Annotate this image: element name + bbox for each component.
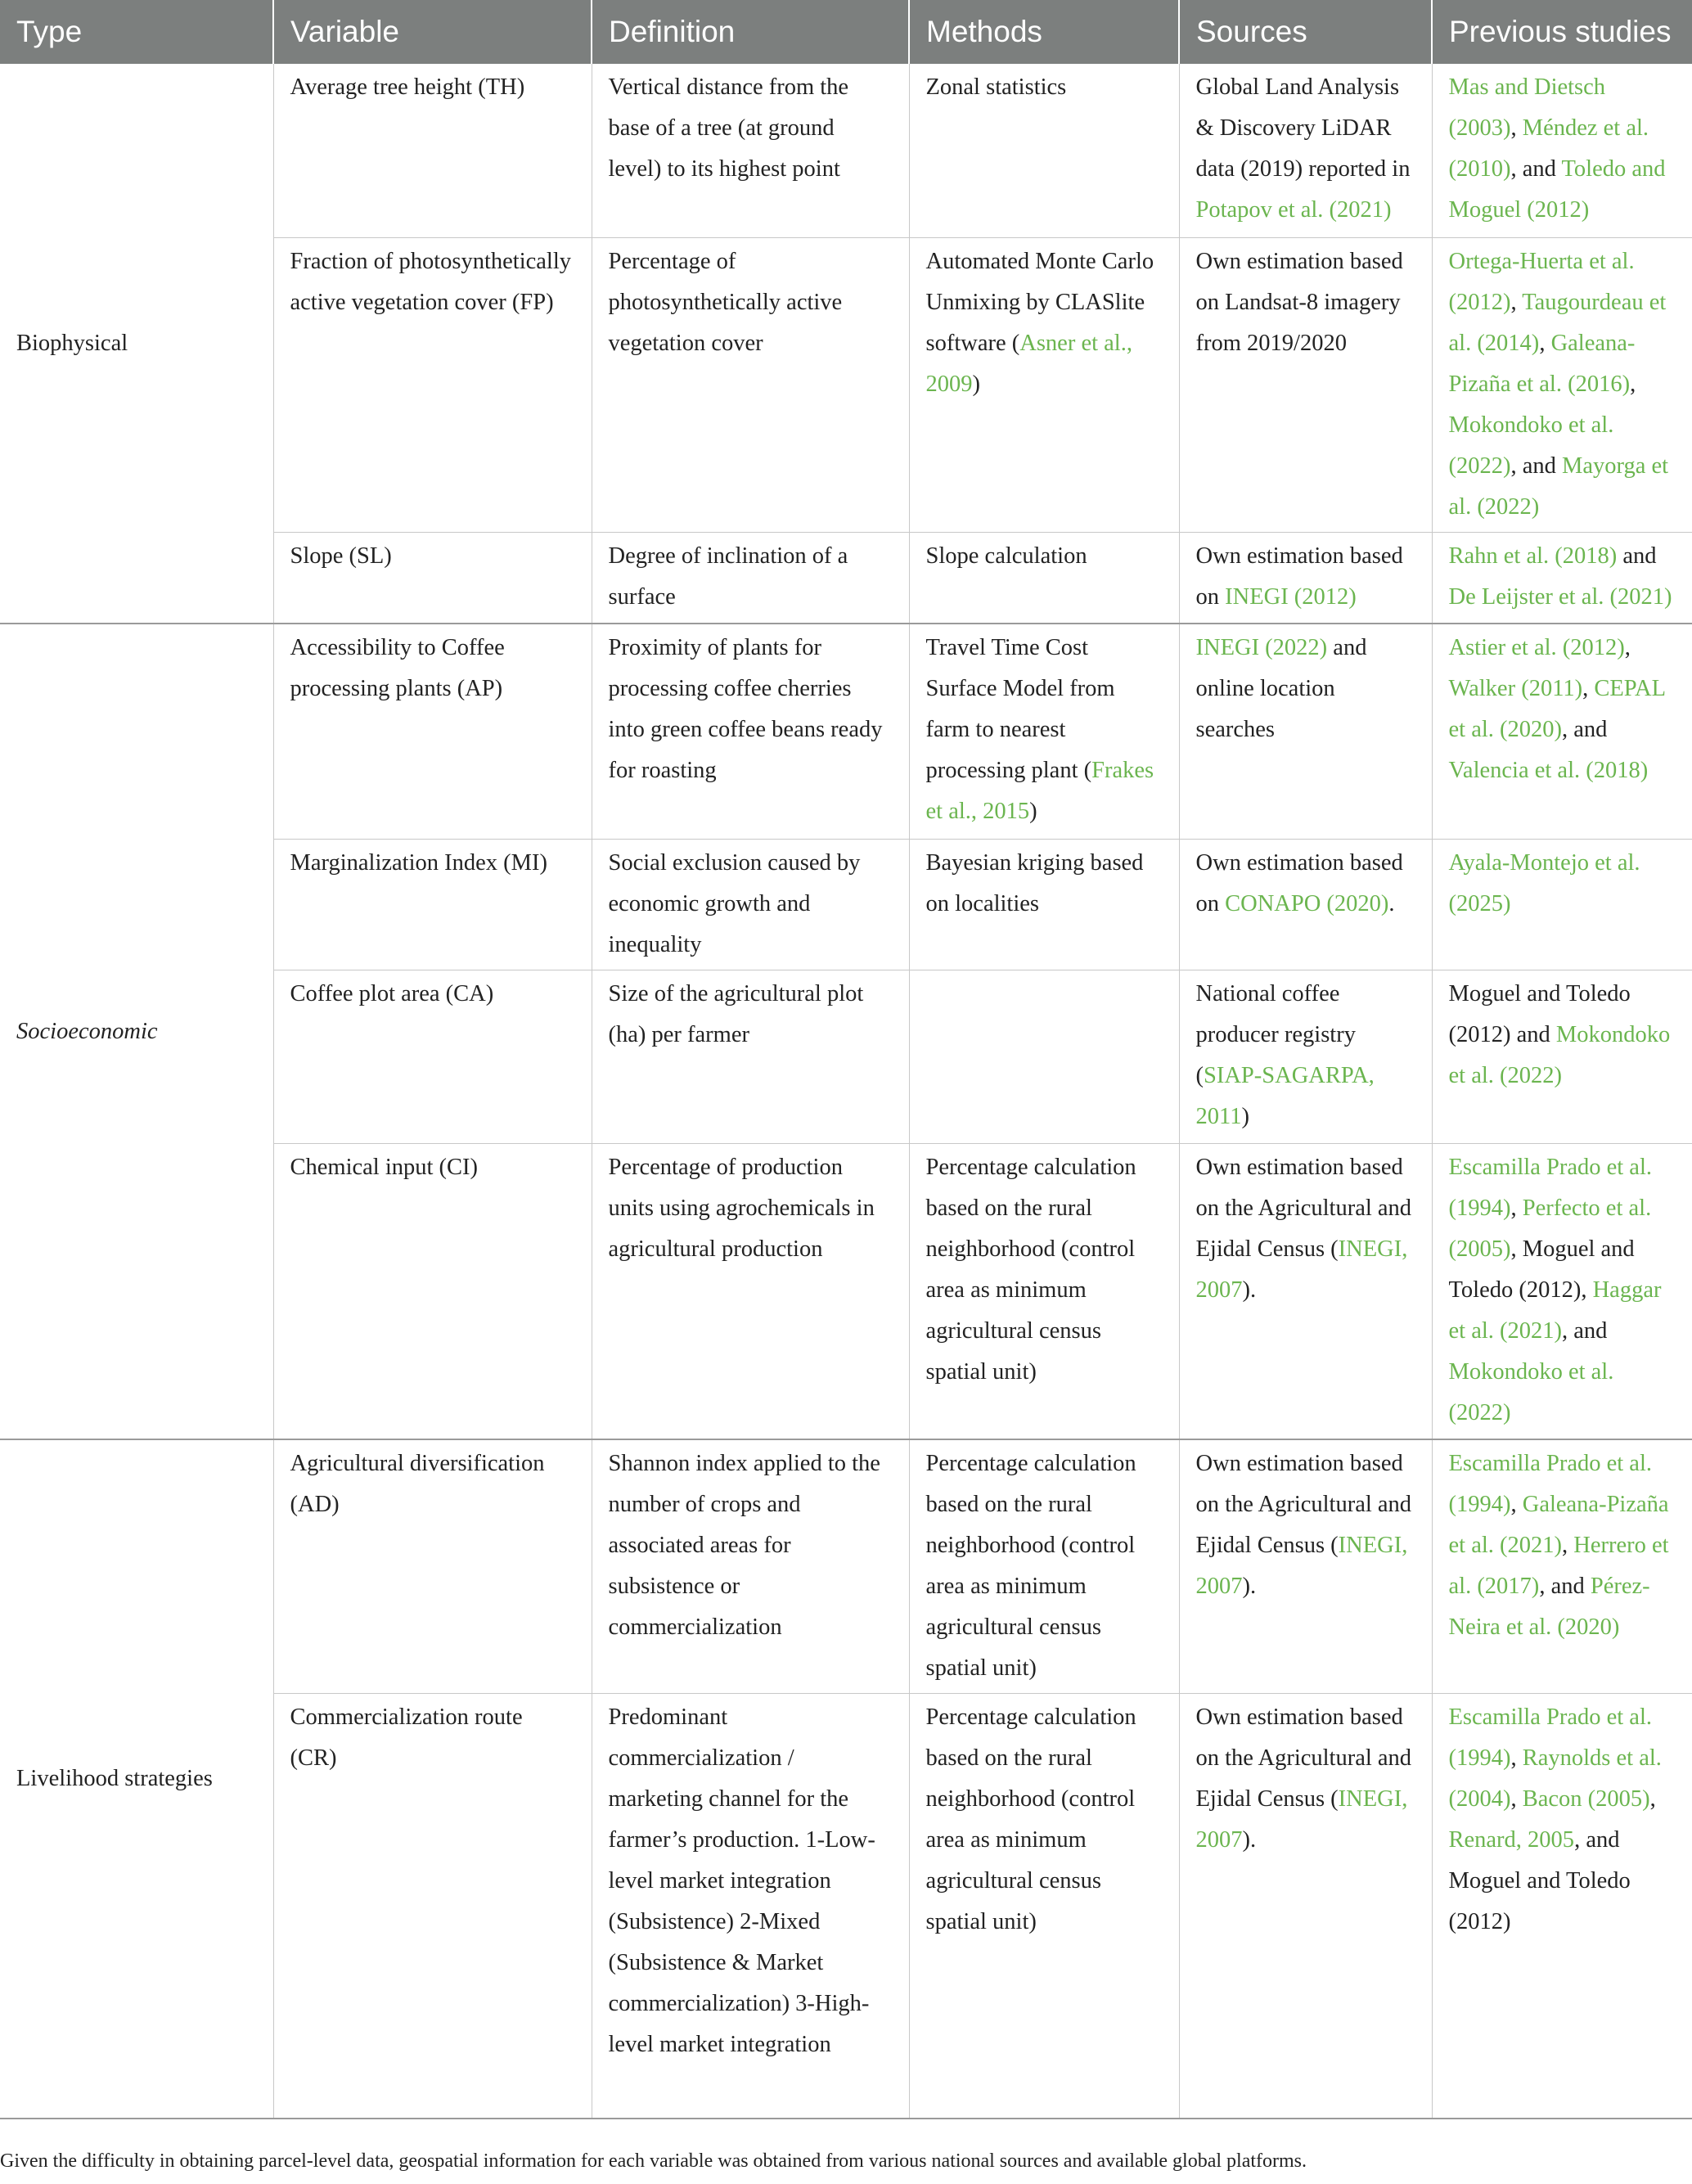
cell-methods <box>909 1693 1179 2119</box>
cell-text: Percentage calculation based on the rural neighborhood (control area as minimum agricultural census spatial unit) <box>925 1154 1136 1385</box>
cell-sources <box>1179 970 1432 1143</box>
reference-link[interactable]: Rahn et al. (2018) <box>1448 543 1618 569</box>
cell-text: , and <box>1510 156 1562 182</box>
cell-text: , <box>1630 371 1636 397</box>
cell-text: , Moguel and Toledo (2012), <box>1448 1236 1635 1303</box>
cell-previous-studies <box>1432 839 1692 970</box>
cell-sources <box>1179 1693 1432 2119</box>
reference-link[interactable]: INEGI, 2007 <box>1195 1236 1408 1303</box>
cell-text: Own estimation based on <box>1195 543 1403 610</box>
reference-link[interactable]: Mokondoko et al. (2022) <box>1448 412 1614 479</box>
cell-sources <box>1179 624 1432 839</box>
cell-text: Own estimation based on the Agricultural and Ejidal Census ( <box>1195 1154 1412 1262</box>
cell-definition: Social exclusion caused by economic growth and inequality <box>592 839 909 970</box>
header-previous-studies: Previous studies <box>1432 0 1692 64</box>
cell-text: Own estimation based on Landsat-8 imagery from 2019/2020 <box>1195 248 1403 356</box>
cell-text: ) <box>1241 1103 1249 1129</box>
reference-link[interactable]: Toledo and Moguel (2012) <box>1448 156 1666 223</box>
cell-text: Zonal statistics <box>925 74 1067 100</box>
cell-variable: Accessibility to Coffee processing plants (AP) <box>273 624 592 839</box>
reference-link[interactable]: Taugourdeau et al. (2014) <box>1448 289 1667 356</box>
cell-variable: Commercialization route (CR) <box>273 1693 592 2119</box>
cell-previous-studies <box>1432 1693 1692 2119</box>
reference-link[interactable]: Escamilla Prado et al. (1994) <box>1448 1154 1652 1221</box>
cell-text: , <box>1510 1785 1523 1812</box>
cell-methods <box>909 532 1179 624</box>
cell-text: ). <box>1242 1277 1257 1303</box>
cell-text: Percentage calculation based on the rural neighborhood (control area as minimum agricultural census spatial unit) <box>925 1704 1136 1934</box>
cell-text: Slope calculation <box>925 543 1087 569</box>
cell-methods <box>909 1143 1179 1439</box>
cell-methods <box>909 64 1179 237</box>
cell-previous-studies <box>1432 1143 1692 1439</box>
reference-link[interactable]: Ayala-Montejo et al. (2025) <box>1448 849 1640 916</box>
cell-definition: Percentage of production units using agrochemicals in agricultural production <box>592 1143 909 1439</box>
cell-text: , <box>1510 1492 1523 1517</box>
cell-definition: Proximity of plants for processing coffee cherries into green coffee beans ready for roasting <box>592 624 909 839</box>
cell-sources <box>1179 1143 1432 1439</box>
cell-text: ). <box>1242 1826 1257 1853</box>
cell-definition: Percentage of photosynthetically active vegetation cover <box>592 237 909 532</box>
cell-text: , and <box>1562 717 1608 742</box>
cell-text: Automated Monte Carlo Unmixing by CLASlite software ( <box>925 248 1154 356</box>
cell-text: , and <box>1510 453 1563 479</box>
cell-methods <box>909 970 1179 1143</box>
reference-link[interactable]: Raynolds et al. (2004) <box>1448 1745 1662 1812</box>
cell-text: , and <box>1562 1317 1608 1344</box>
cell-text: , <box>1649 1785 1656 1812</box>
cell-text: ) <box>972 371 980 397</box>
cell-text: , and <box>1539 1574 1591 1599</box>
reference-link[interactable]: Escamilla Prado et al. (1994) <box>1448 1704 1652 1771</box>
cell-text: Global Land Analysis & Discovery LiDAR data (2019) reported in <box>1195 74 1411 182</box>
cell-definition: Vertical distance from the base of a tree (at ground level) to its highest point <box>592 64 909 237</box>
cell-text: , and Moguel and Toledo (2012) <box>1448 1826 1631 1934</box>
reference-link[interactable]: Galeana-Pizaña et al. (2016) <box>1448 330 1636 397</box>
cell-variable: Fraction of photosynthetically active vegetation cover (FP) <box>273 237 592 532</box>
cell-previous-studies <box>1432 624 1692 839</box>
cell-text: , <box>1624 635 1631 660</box>
reference-link[interactable]: Potapov et al. (2021) <box>1195 197 1392 223</box>
cell-text: , <box>1510 289 1523 315</box>
cell-text: , <box>1510 115 1523 141</box>
cell-text: ). <box>1242 1574 1257 1599</box>
table-row <box>0 1439 1692 1693</box>
cell-variable: Coffee plot area (CA) <box>273 970 592 1143</box>
cell-text: , <box>1510 1195 1523 1221</box>
header-variable: Variable <box>273 0 592 64</box>
cell-sources <box>1179 64 1432 237</box>
cell-text: National coffee producer registry ( <box>1195 980 1356 1088</box>
cell-variable: Average tree height (TH) <box>273 64 592 237</box>
reference-link[interactable]: Pérez-Neira et al. (2020) <box>1448 1574 1650 1640</box>
reference-link[interactable]: INEGI (2012) <box>1225 583 1357 610</box>
cell-previous-studies <box>1432 64 1692 237</box>
reference-link[interactable]: Astier et al. (2012) <box>1448 635 1625 660</box>
cell-text: Percentage calculation based on the rural neighborhood (control area as minimum agricultural census spatial unit) <box>925 1451 1136 1681</box>
cell-text: and <box>1617 543 1657 569</box>
cell-definition: Predominant commercialization / marketing channel for the farmer’s production. 1-Low-level market integration (Subsistence) 2-Mixed (Subsistence & Market commercialization) 3-High-level market integration <box>592 1693 909 2119</box>
reference-link[interactable]: Frakes et al., 2015 <box>925 758 1154 824</box>
cell-text: ) <box>1029 799 1037 824</box>
cell-text: , <box>1562 1533 1574 1558</box>
table-footnote: Given the difficulty in obtaining parcel-level data, geospatial information for each variable was obtained from various national sources and available global platforms. <box>0 2150 1307 2172</box>
reference-link[interactable]: Walker (2011) <box>1448 676 1583 701</box>
cell-text: Own estimation based on the Agricultural and Ejidal Census ( <box>1195 1704 1412 1812</box>
reference-link[interactable]: CONAPO (2020) <box>1225 890 1389 916</box>
reference-link[interactable]: Bacon (2005) <box>1522 1785 1650 1812</box>
reference-link[interactable]: Herrero et al. (2017) <box>1448 1533 1669 1599</box>
group-type-socioeconomic: Socioeconomic <box>0 624 273 1439</box>
cell-variable: Agricultural diversification (AD) <box>273 1439 592 1693</box>
cell-text: , <box>1510 1745 1523 1771</box>
cell-variable: Slope (SL) <box>273 532 592 624</box>
reference-link[interactable]: Haggar et al. (2021) <box>1448 1277 1662 1344</box>
cell-text: . <box>1388 890 1395 916</box>
reference-link[interactable]: Méndez et al. (2010) <box>1448 115 1649 182</box>
cell-text: Own estimation based on the Agricultural and Ejidal Census ( <box>1195 1451 1412 1558</box>
cell-definition: Degree of inclination of a surface <box>592 532 909 624</box>
header-definition: Definition <box>592 0 909 64</box>
cell-methods <box>909 237 1179 532</box>
cell-text: Bayesian kriging based on localities <box>925 849 1144 916</box>
cell-previous-studies <box>1432 1439 1692 1693</box>
reference-link[interactable]: De Leijster et al. (2021) <box>1448 583 1672 610</box>
reference-link[interactable]: INEGI (2022) <box>1195 635 1328 660</box>
reference-link[interactable]: INEGI, 2007 <box>1195 1533 1408 1599</box>
cell-sources <box>1179 839 1432 970</box>
reference-link[interactable]: Valencia et al. (2018) <box>1448 758 1649 783</box>
group-type-livelihood: Livelihood strategies <box>0 1439 273 2119</box>
table-row <box>0 624 1692 839</box>
reference-link[interactable]: Mokondoko et al. (2022) <box>1448 1358 1614 1425</box>
reference-link[interactable]: Mas and Dietsch (2003) <box>1448 74 1606 141</box>
cell-previous-studies <box>1432 532 1692 624</box>
group-type-biophysical: Biophysical <box>0 64 273 624</box>
header-type: Type <box>0 0 273 64</box>
cell-variable: Marginalization Index (MI) <box>273 839 592 970</box>
cell-text: , <box>1582 676 1595 701</box>
reference-link[interactable]: Ortega-Huerta et al. (2012) <box>1448 248 1635 315</box>
cell-text: , <box>1539 330 1551 356</box>
cell-sources <box>1179 1439 1432 1693</box>
header-sources: Sources <box>1179 0 1432 64</box>
cell-methods <box>909 839 1179 970</box>
cell-text: Own estimation based on <box>1195 849 1403 916</box>
cell-definition: Size of the agricultural plot (ha) per farmer <box>592 970 909 1143</box>
reference-link[interactable]: Asner et al., 2009 <box>925 330 1132 397</box>
reference-link[interactable]: CEPAL et al. (2020) <box>1448 676 1665 742</box>
reference-link[interactable]: Mayorga et al. (2022) <box>1448 453 1669 520</box>
table-header-row <box>0 0 1692 64</box>
cell-sources <box>1179 532 1432 624</box>
reference-link[interactable]: SIAP-SAGARPA, 2011 <box>1195 1062 1375 1129</box>
reference-link[interactable]: Mokondoko et al. (2022) <box>1448 1021 1671 1088</box>
reference-link[interactable]: Renard, 2005 <box>1448 1826 1575 1853</box>
reference-link[interactable]: Perfecto et al. (2005) <box>1448 1195 1652 1262</box>
cell-previous-studies <box>1432 970 1692 1143</box>
cell-methods <box>909 624 1179 839</box>
reference-link[interactable]: Escamilla Prado et al. (1994) <box>1448 1451 1652 1517</box>
cell-definition: Shannon index applied to the number of crops and associated areas for subsistence or commercialization <box>592 1439 909 1693</box>
cell-methods <box>909 1439 1179 1693</box>
cell-previous-studies <box>1432 237 1692 532</box>
reference-link[interactable]: INEGI, 2007 <box>1195 1785 1408 1853</box>
cell-text: Travel Time Cost Surface Model from farm to nearest processing plant ( <box>925 635 1115 783</box>
table-row <box>0 64 1692 237</box>
header-methods: Methods <box>909 0 1179 64</box>
cell-text: Moguel and Toledo (2012) and <box>1448 980 1631 1047</box>
reference-link[interactable]: Galeana-Pizaña et al. (2021) <box>1448 1492 1669 1558</box>
cell-sources <box>1179 237 1432 532</box>
cell-variable: Chemical input (CI) <box>273 1143 592 1439</box>
cell-text: and online location searches <box>1195 635 1367 742</box>
